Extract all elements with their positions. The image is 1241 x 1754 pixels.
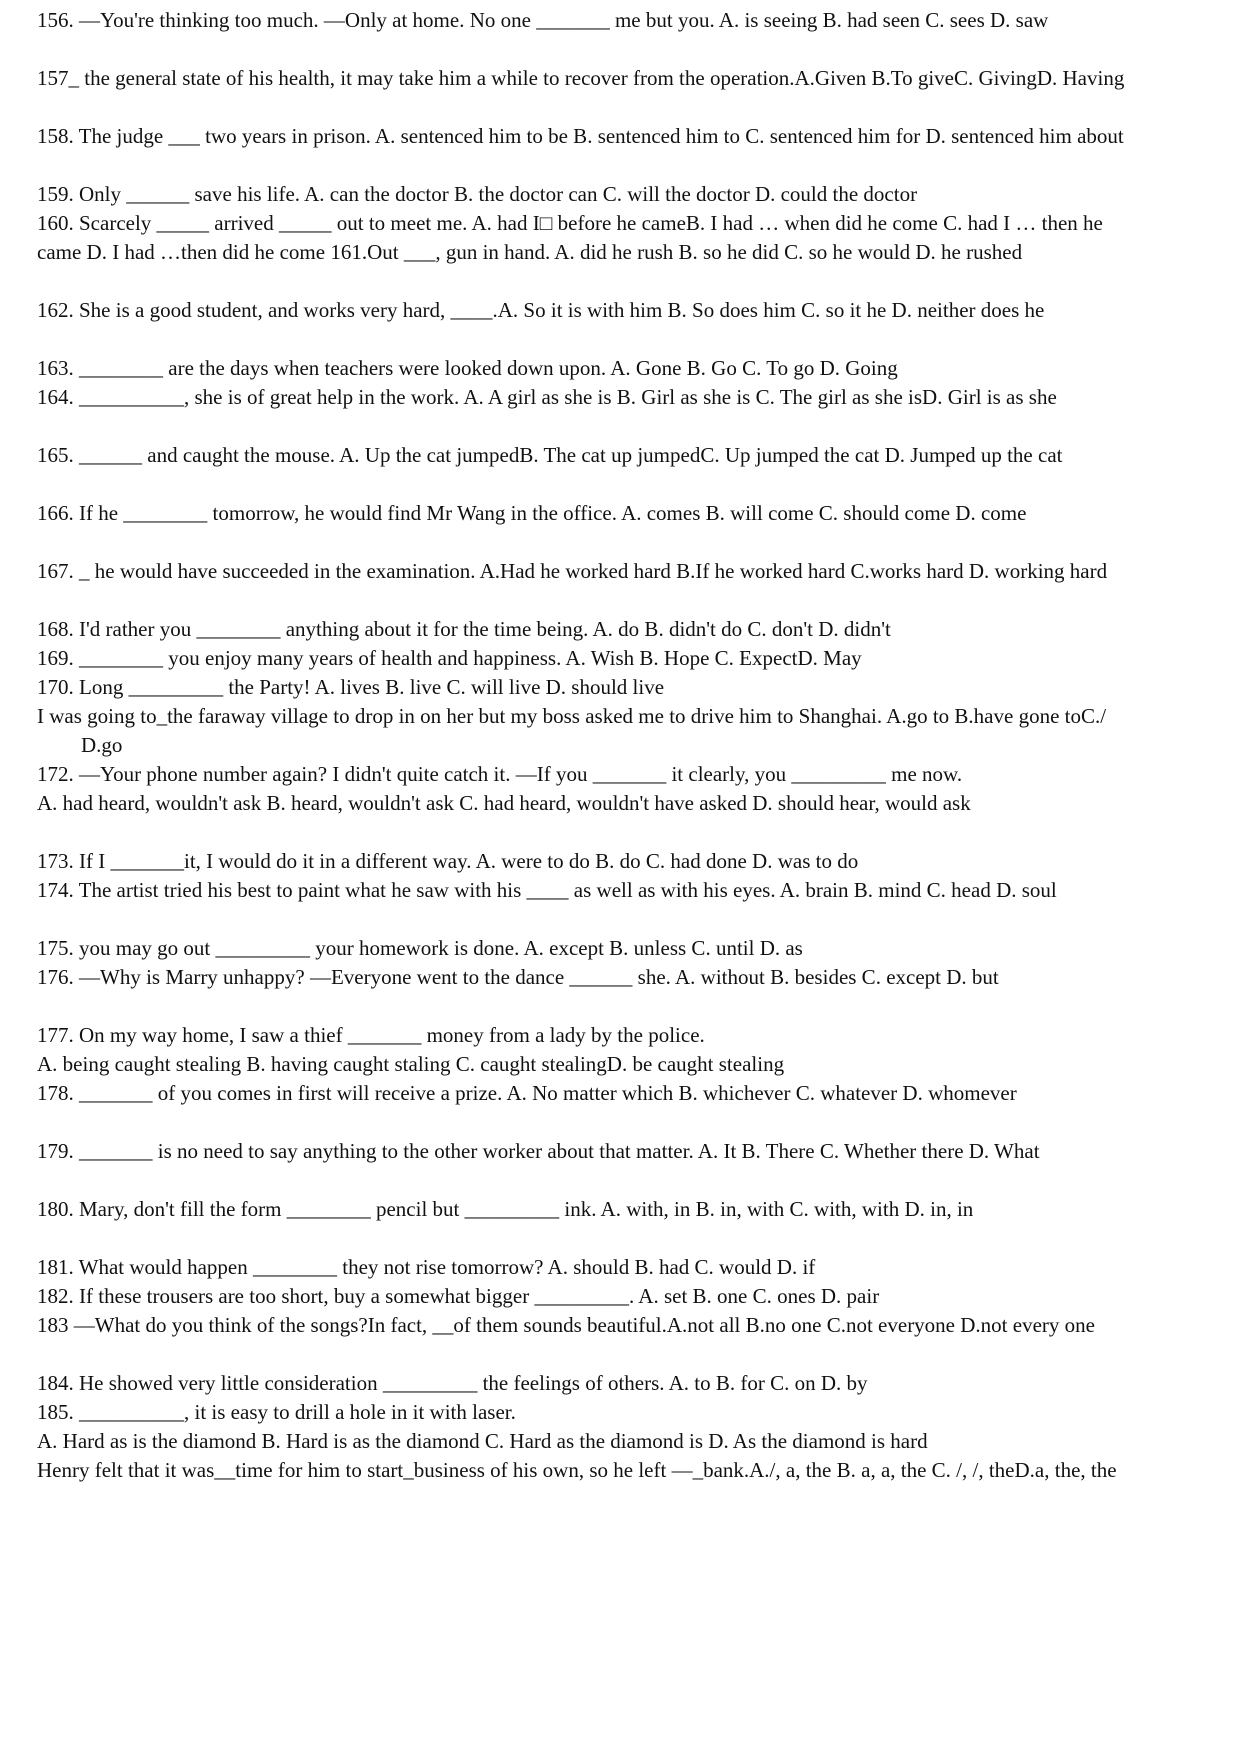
question-172: 172. —Your phone number again? I didn't quite catch it. —If you _______ it clearly, you _________ me now.: [37, 762, 963, 786]
question-180: 180. Mary, don't fill the form ________ pencil but _________ ink. A. with, in B. in, with C. with, with D. in, in: [37, 1197, 974, 1221]
question-177-options: A. being caught stealing B. having caught staling C. caught stealingD. be caught stealing: [37, 1052, 785, 1076]
question-173: 173. If I _______it, I would do it in a different way. A. were to do B. do C. had done D. was to do: [37, 849, 859, 873]
question-174: 174. The artist tried his best to paint what he saw with his ____ as well as with his eyes. A. brain B. mind C. head D. soul: [37, 878, 1057, 902]
question-162: 162. She is a good student, and works very hard, ____.A. So it is with him B. So does him C. so it he D. neither does he: [37, 298, 1045, 322]
question-157: 157_ the general state of his health, it may take him a while to recover from the operation.A.Given B.To giveC. GivingD. Having: [37, 66, 1125, 90]
question-171-option-d: D.go: [81, 733, 123, 757]
question-160-161: came D. I had …then did he come 161.Out ___, gun in hand. A. did he rush B. so he did C. so he would D. he rushed: [37, 240, 1023, 264]
question-184: 184. He showed very little consideration _________ the feelings of others. A. to B. for C. on D. by: [37, 1371, 868, 1395]
question-164: 164. __________, she is of great help in the work. A. A girl as she is B. Girl as she is C. The girl as she isD. Girl is as she: [37, 385, 1057, 409]
question-168: 168. I'd rather you ________ anything about it for the time being. A. do B. didn't do C. don't D. didn't: [37, 617, 891, 641]
question-169: 169. ________ you enjoy many years of health and happiness. A. Wish B. Hope C. ExpectD. May: [37, 646, 862, 670]
question-156: 156. —You're thinking too much. —Only at home. No one _______ me but you. A. is seeing B. had seen C. sees D. saw: [37, 8, 1049, 32]
question-160: 160. Scarcely _____ arrived _____ out to meet me. A. had I□ before he cameB. I had … when did he come C. had I … then he: [37, 211, 1103, 235]
question-165: 165. ______ and caught the mouse. A. Up the cat jumpedB. The cat up jumpedC. Up jumped the cat D. Jumped up the cat: [37, 443, 1063, 467]
question-176: 176. —Why is Marry unhappy? —Everyone went to the dance ______ she. A. without B. besides C. except D. but: [37, 965, 999, 989]
question-167: 167. _ he would have succeeded in the examination. A.Had he worked hard B.If he worked hard C.works hard D. working hard: [37, 559, 1108, 583]
question-172-options: A. had heard, wouldn't ask B. heard, wouldn't ask C. had heard, wouldn't have asked D. should hear, would ask: [37, 791, 971, 815]
question-163: 163. ________ are the days when teachers were looked down upon. A. Gone B. Go C. To go D. Going: [37, 356, 898, 380]
question-179: 179. _______ is no need to say anything to the other worker about that matter. A. It B. There C. Whether there D. What: [37, 1139, 1040, 1163]
question-170: 170. Long _________ the Party! A. lives B. live C. will live D. should live: [37, 675, 665, 699]
question-185: 185. __________, it is easy to drill a hole in it with laser.: [37, 1400, 516, 1424]
question-177: 177. On my way home, I saw a thief _______ money from a lady by the police.: [37, 1023, 705, 1047]
question-178: 178. _______ of you comes in first will receive a prize. A. No matter which B. whichever C. whatever D. whomever: [37, 1081, 1017, 1105]
question-186: Henry felt that it was__time for him to start_business of his own, so he left —_bank.A./, a, the B. a, a, the C. /, /, theD.a, the, the: [37, 1458, 1117, 1482]
question-175: 175. you may go out _________ your homework is done. A. except B. unless C. until D. as: [37, 936, 803, 960]
question-158: 158. The judge ___ two years in prison. A. sentenced him to be B. sentenced him to C. sentenced him for D. sentenced him about: [37, 124, 1124, 148]
question-185-options: A. Hard as is the diamond B. Hard is as the diamond C. Hard as the diamond is D. As the diamond is hard: [37, 1429, 928, 1453]
question-166: 166. If he ________ tomorrow, he would find Mr Wang in the office. A. comes B. will come C. should come D. come: [37, 501, 1027, 525]
question-182: 182. If these trousers are too short, buy a somewhat bigger _________. A. set B. one C. ones D. pair: [37, 1284, 880, 1308]
question-181: 181. What would happen ________ they not rise tomorrow? A. should B. had C. would D. if: [37, 1255, 816, 1279]
question-159: 159. Only ______ save his life. A. can the doctor B. the doctor can C. will the doctor D. could the doctor: [37, 182, 918, 206]
question-171: I was going to_the faraway village to drop in on her but my boss asked me to drive him to Shanghai. A.go to B.have gone toC./: [37, 704, 1107, 728]
question-183: 183 —What do you think of the songs?In fact, __of them sounds beautiful.A.not all B.no one C.not everyone D.not every one: [37, 1313, 1095, 1337]
